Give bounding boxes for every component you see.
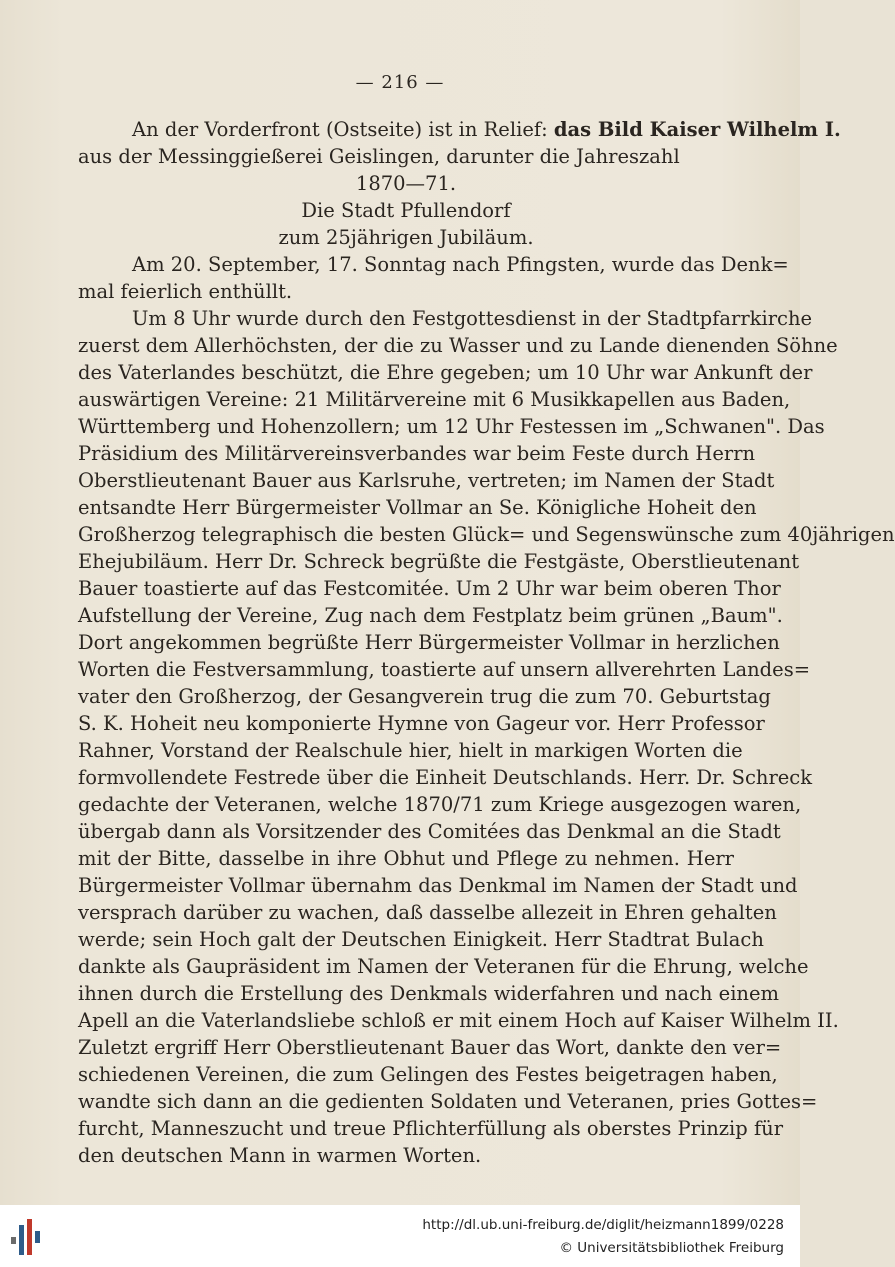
text-line xyxy=(78,494,757,521)
viewer-footer xyxy=(0,1205,800,1267)
text-line-content: mit der Bitte, dasselbe in ihre Obhut und Pflege zu nehmen. Herr xyxy=(78,847,734,870)
text-line xyxy=(78,872,798,899)
text-line-content: Dort angekommen begrüßte Herr Bürgermeister Vollmar in herzlichen xyxy=(78,631,780,654)
text-line xyxy=(78,602,783,629)
text-line xyxy=(78,305,813,332)
text-line-content: An der Vorderfront (Ostseite) ist in Relief: xyxy=(132,118,554,141)
text-line-content: Aufstellung der Vereine, Zug nach dem Festplatz beim grünen „Baum". xyxy=(78,604,783,627)
text-line-content: Am 20. September, 17. Sonntag nach Pfingsten, wurde das Denk= xyxy=(132,253,789,276)
text-line-content: Um 8 Uhr wurde durch den Festgottesdienst in der Stadtpfarrkirche xyxy=(132,307,813,330)
text-line-content: Oberstlieutenant Bauer aus Karlsruhe, vertreten; im Namen der Stadt xyxy=(78,469,775,492)
text-line xyxy=(78,467,775,494)
text-line xyxy=(78,386,791,413)
text-line xyxy=(78,1061,778,1088)
text-line xyxy=(78,1115,784,1142)
text-line xyxy=(78,818,781,845)
text-line-content: Apell an die Vaterlandsliebe schloß er mit einem Hoch auf Kaiser Wilhelm II. xyxy=(78,1009,839,1032)
text-line xyxy=(78,170,734,197)
text-line-content: S. K. Hoheit neu komponierte Hymne von Gageur vor. Herr Professor xyxy=(78,712,765,735)
text-line xyxy=(78,791,802,818)
text-line-content: Ehejubiläum. Herr Dr. Schreck begrüßte die Festgäste, Oberstlieutenant xyxy=(78,550,800,573)
text-line xyxy=(78,278,734,305)
permalink-url[interactable]: http://dl.ub.uni-freiburg.de/diglit/heizmann1899/0228 xyxy=(422,1217,784,1233)
text-line-content: 1870—71. xyxy=(355,172,457,195)
text-line xyxy=(78,980,780,1007)
text-line xyxy=(78,224,734,251)
text-line xyxy=(78,1007,839,1034)
text-line xyxy=(78,899,777,926)
text-line xyxy=(78,764,813,791)
text-line-content: Worten die Festversammlung, toastierte auf unsern allverehrten Landes= xyxy=(78,658,811,681)
text-line-content: Württemberg und Hohenzollern; um 12 Uhr Festessen im „Schwanen". Das xyxy=(78,415,825,438)
copyright-notice: © Universitätsbibliothek Freiburg xyxy=(559,1240,784,1256)
text-line-content: furcht, Manneszucht und treue Pflichterfüllung als oberstes Prinzip für xyxy=(78,1117,784,1140)
text-line xyxy=(78,548,800,575)
text-line-content: wandte sich dann an die gedienten Soldaten und Veteranen, pries Gottes= xyxy=(78,1090,818,1113)
library-logo-icon xyxy=(10,1215,44,1259)
body-text xyxy=(78,116,895,1169)
text-line xyxy=(78,440,756,467)
text-line xyxy=(78,359,813,386)
text-line-content: werde; sein Hoch galt der Deutschen Einigkeit. Herr Stadtrat Bulach xyxy=(78,928,764,951)
text-line-content: dankte als Gaupräsident im Namen der Veteranen für die Ehrung, welche xyxy=(78,955,809,978)
text-line xyxy=(78,953,809,980)
text-line xyxy=(78,710,765,737)
text-line-content: ihnen durch die Erstellung des Denkmals widerfahren und nach einem xyxy=(78,982,780,1005)
text-line-content: Großherzog telegraphisch die besten Glück= und Segenswünsche zum 40jährigen xyxy=(78,523,895,546)
text-line xyxy=(78,413,825,440)
text-line xyxy=(78,143,734,170)
text-line-content: übergab dann als Vorsitzender des Comitées das Denkmal an die Stadt xyxy=(78,820,781,843)
text-line xyxy=(78,197,734,224)
text-line xyxy=(78,683,771,710)
text-line-content: gedachte der Veteranen, welche 1870/71 zum Kriege ausgezogen waren, xyxy=(78,793,802,816)
text-line xyxy=(78,1088,818,1115)
text-line-content: Die Stadt Pfullendorf xyxy=(301,199,511,222)
text-line-content: Präsidium des Militärvereinsverbandes war beim Feste durch Herrn xyxy=(78,442,756,465)
text-line-content: schiedenen Vereinen, die zum Gelingen des Festes beigetragen haben, xyxy=(78,1063,778,1086)
text-line-content: vater den Großherzog, der Gesangverein trug die zum 70. Geburtstag xyxy=(78,685,771,708)
text-line-content: Rahner, Vorstand der Realschule hier, hielt in markigen Worten die xyxy=(78,739,743,762)
page-number: — 216 — xyxy=(355,72,445,93)
text-line xyxy=(78,737,743,764)
text-line-content: Bürgermeister Vollmar übernahm das Denkmal im Namen der Stadt und xyxy=(78,874,798,897)
text-line-content: aus der Messinggießerei Geislingen, darunter die Jahreszahl xyxy=(78,145,680,168)
text-line-content: zum 25jährigen Jubiläum. xyxy=(278,226,534,249)
text-line-content: des Vaterlandes beschützt, die Ehre gegeben; um 10 Uhr war Ankunft der xyxy=(78,361,813,384)
text-line-content: entsandte Herr Bürgermeister Vollmar an Se. Königliche Hoheit den xyxy=(78,496,757,519)
text-line xyxy=(78,251,789,278)
text-line-content: auswärtigen Vereine: 21 Militärvereine mit 6 Musikkapellen aus Baden, xyxy=(78,388,791,411)
text-line-content: Zuletzt ergriff Herr Oberstlieutenant Bauer das Wort, dankte den ver= xyxy=(78,1036,782,1059)
text-line xyxy=(78,926,764,953)
text-line xyxy=(78,1034,782,1061)
text-line-content: Bauer toastierte auf das Festcomitée. Um 2 Uhr war beim oberen Thor xyxy=(78,577,781,600)
text-line xyxy=(78,629,780,656)
text-line xyxy=(78,116,841,143)
text-line xyxy=(78,521,895,548)
text-line-content: versprach darüber zu wachen, daß dasselbe allezeit in Ehren gehalten xyxy=(78,901,777,924)
text-line xyxy=(78,332,838,359)
text-line xyxy=(78,575,781,602)
text-line xyxy=(78,1142,734,1169)
text-line-content: mal feierlich enthüllt. xyxy=(78,280,293,303)
text-line-content: formvollendete Festrede über die Einheit Deutschlands. Herr. Dr. Schreck xyxy=(78,766,813,789)
text-line xyxy=(78,845,734,872)
text-line-content: zuerst dem Allerhöchsten, der die zu Wasser und zu Lande dienenden Söhne xyxy=(78,334,838,357)
text-line xyxy=(78,656,811,683)
bold-emphasis: das Bild Kaiser Wilhelm I. xyxy=(553,118,841,141)
text-line-content: den deutschen Mann in warmen Worten. xyxy=(78,1144,482,1167)
